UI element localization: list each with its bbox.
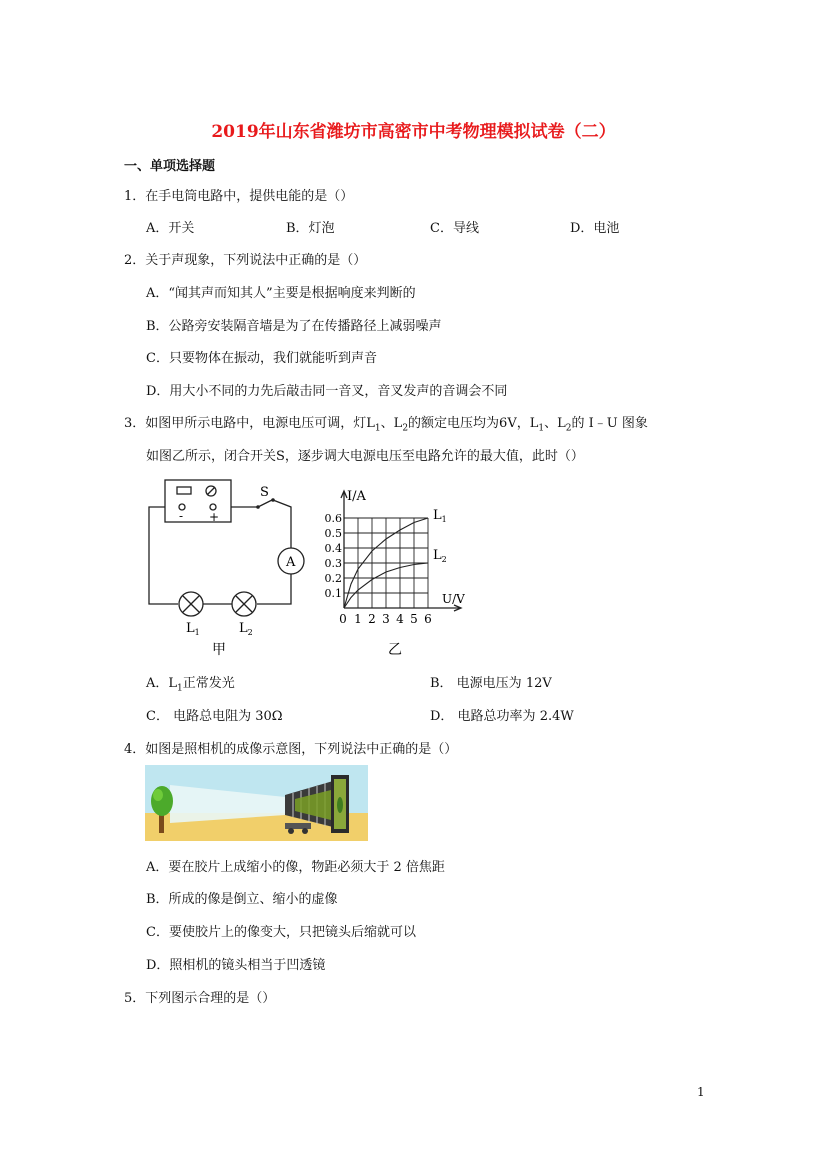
y-tick-label: 0.4 [324,542,342,555]
y-tick-label: 0.5 [324,527,342,540]
q3-sep: 、 [380,416,394,431]
right-wire [257,574,291,604]
y-tick-label: 0.2 [324,572,342,585]
q3-option-c: C． 电路总电阻为 30Ω [146,709,283,724]
tree-crown [151,786,173,816]
page-number: 1 [697,1085,705,1099]
q3-option-d: D． 电路总功率为 2.4W [430,709,574,724]
q3-l1b-sub: 1 [538,423,545,434]
top-wire-right [273,500,291,548]
q3-stem-b: 的额定电压均为6V， [408,416,530,431]
y-tick-label: 0.1 [324,587,342,600]
question-3-line2: 如图乙所示，闭合开关S，逐步调大电源电压至电路允许的最大值，此时（） [146,449,584,464]
chart-grid [344,518,428,608]
q1-option-d: D．电池 [570,221,620,236]
x-tick-label: 1 [354,612,362,626]
question-3-stem [124,412,648,434]
switch-label: S [260,485,269,500]
q1-option-a: A．开关 [146,221,195,236]
q2-option-d: D．用大小不同的力先后敲击同一音叉，音叉发声的音调会不同 [146,384,508,399]
q2-option-b: B．公路旁安装隔音墙是为了在传播路径上减弱噪声 [146,319,442,334]
q4-option-a: A．要在胶片上成缩小的像，物距必须大于 2 倍焦距 [146,860,445,875]
q3-l2-sub: 2 [402,423,409,434]
plus-sign: + [209,510,220,524]
chart-caption: 乙 [388,642,402,658]
question-5-stem: 5．下列图示合理的是（） [124,991,276,1006]
x-tick-label: 0 [339,612,347,626]
x-tick-label: 3 [382,612,390,626]
x-tick-label: 6 [424,612,432,626]
q3-l2b-sub: 2 [565,423,572,434]
question-4-stem: 4．如图是照相机的成像示意图，下列说法中正确的是（） [124,742,458,757]
circuit-caption: 甲 [212,642,226,658]
q3-l2b: L [557,416,566,431]
q3-stem-a: 3．如图甲所示电路中，电源电压可调，灯 [124,416,367,431]
power-supply-display [177,487,191,494]
iu-chart [318,480,468,660]
series-label-2: $L_2$ [433,548,447,564]
section-heading: 一、单项选择题 [124,159,216,174]
ammeter-label: A [286,555,296,570]
chart-labels [325,489,466,658]
y-tick-label: 0.3 [324,557,342,570]
x-axis-label: U/V [442,592,465,606]
lamp-2-label: $L_2$ [239,621,253,637]
y-tick-label: 0.6 [324,512,342,525]
q3-l1b: L [529,416,539,431]
q4-option-d: D．照相机的镜头相当于凹透镜 [146,958,326,973]
lamp-1-label: $L_1$ [186,621,200,637]
q3-sep-b: 、 [544,416,558,431]
q3-stem-c: 的 I﹣U 图象 [571,416,648,431]
question-2-stem: 2．关于声现象，下列说法中正确的是（） [124,253,367,268]
q3-option-a: A．$L_1$正常发光 [146,676,235,694]
q4-option-b: B．所成的像是倒立、缩小的虚像 [146,892,338,907]
power-supply-box [165,480,231,522]
q2-option-c: C．只要物体在振动，我们就能听到声音 [146,351,377,366]
series-label-1: $L_1$ [433,508,447,524]
page-title: 2019年山东省潍坊市高密市中考物理模拟试卷（二） [211,122,616,142]
camera-illustration [145,765,368,841]
circuit-diagram [140,474,305,664]
question-1-stem: 1．在手电筒电路中，提供电能的是（） [124,189,354,204]
q1-option-c: C．导线 [430,221,479,236]
q3-option-b: B． 电源电压为 12V [430,676,552,691]
q3-l1: L [366,416,375,431]
x-tick-label: 2 [368,612,376,626]
x-tick-label: 5 [410,612,418,626]
q1-option-b: B．灯泡 [286,221,335,236]
y-axis-label: I/A [347,489,366,504]
x-tick-label: 4 [396,612,404,626]
q3-l2: L [393,416,403,431]
q2-option-a: A．“闻其声而知其人”主要是根据响度来判断的 [146,286,416,301]
minus-sign: - [179,509,184,523]
q3-l1-sub: 1 [374,423,381,434]
q4-option-c: C．要使胶片上的像变大，只把镜头后缩就可以 [146,925,416,940]
